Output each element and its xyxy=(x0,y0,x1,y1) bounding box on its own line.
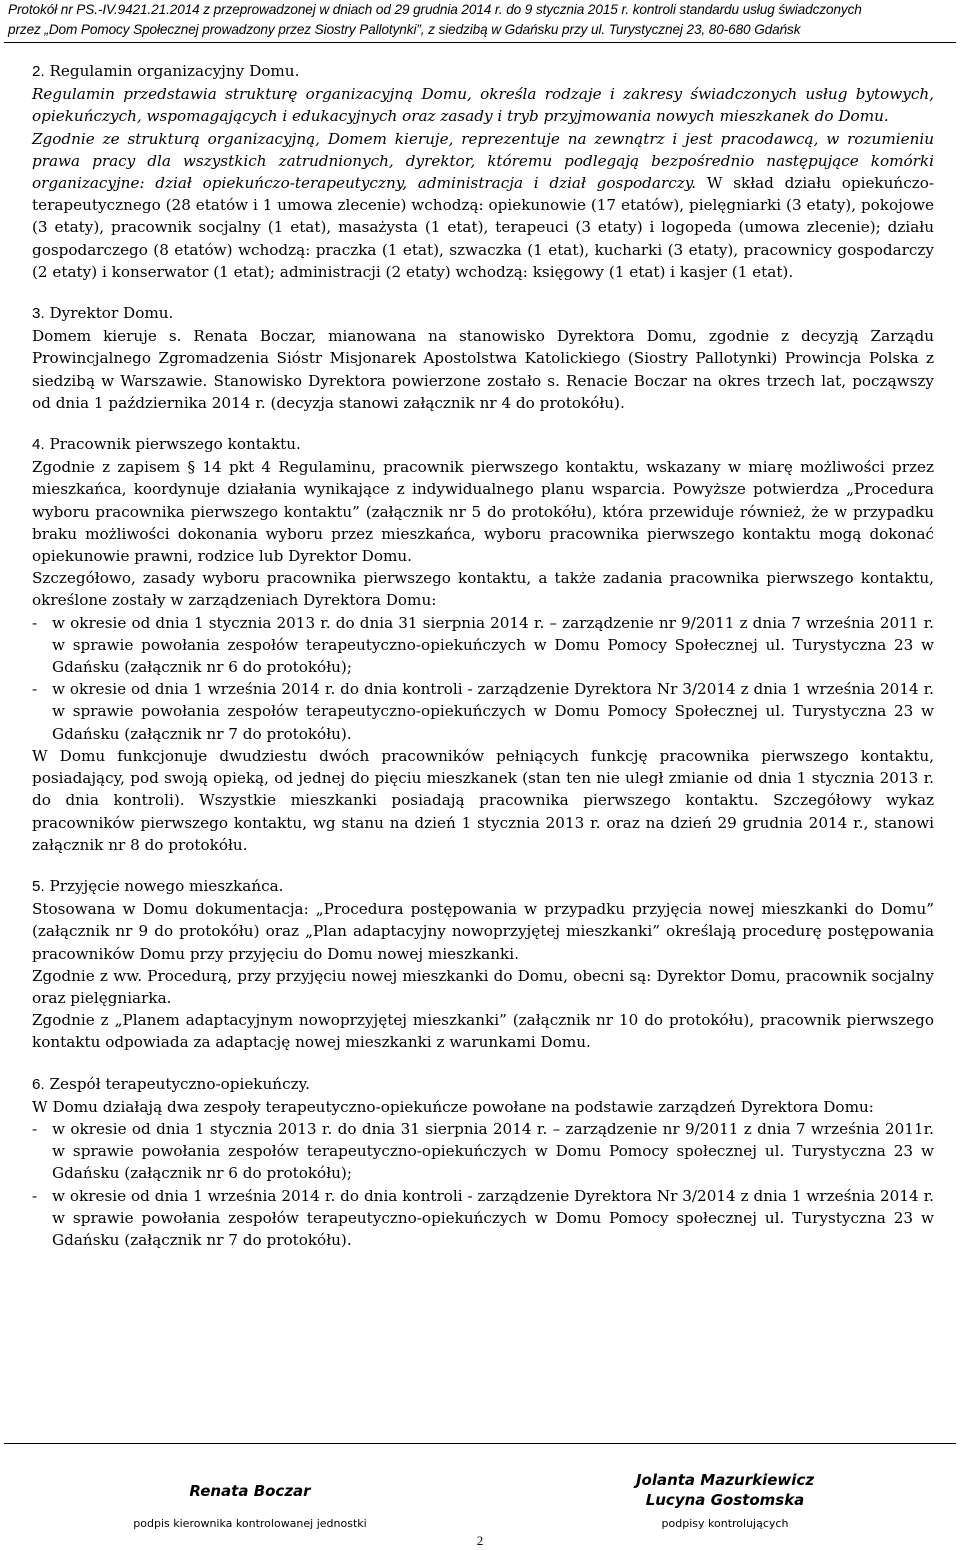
section-6-heading xyxy=(32,1073,934,1096)
section-number: 5. xyxy=(32,877,45,895)
paragraph: Zgodnie z zapisem § 14 pkt 4 Regulaminu, pracownik pierwszego kontaktu, wskazany w miarę możliwości przez mieszkańca, koordynuje działania wynikające z indywidualnego planu wsparcia. Powyższe potwierdza „Procedura wyboru pracownika pierwszego kontaktu” (załącznik nr 5 do protokółu), która przewiduje również, że w przypadku braku możliwości dokonania wyboru przez mieszkańca, wyboru pracownika pierwszego kontaktu mogą dokonać opiekunowie prawni, rodzice lub Dyrektor Domu. xyxy=(32,458,934,566)
paragraph: Zgodnie ze strukturą organizacyjną, Domem kieruje, reprezentuje na zewnątrz i jest pracodawcą, w rozumieniu prawa pracy dla wszystkich zatrudnionych, dyrektor, któremu podlegają bezpośrednio następujące komórki organizacyjne: dział opiekuńczo-terapeutyczny, administracja i dział gospodarczy. W skład działu opiekuńczo-terapeutycznego (28 etatów i 1 umowa zlecenie) wchodzą: opiekunowie (17 etatów), pielęgniarki (3 etaty), pokojowe (3 etaty), pracownik socjalny (1 etat), masażysta (1 etat), terapeuci (3 etaty) i logopeda (umowa zlecenie); działu gospodarczego (8 etatów) wchodzą: praczka (1 etat), szwaczka (1 etat), kucharki (3 etaty), pracownicy gospodarczy (2 etaty) i konserwator (1 etat); administracji (2 etaty) wchodzą: księgowy (1 etat) i kasjer (1 etat). xyxy=(32,129,934,281)
list-item: - w okresie od dnia 1 września 2014 r. do dnia kontroli - zarządzenie Dyrektora Nr 3/2014 z dnia 1 września 2014 r. w sprawie powołania zespołów terapeutyczno-opiekuńczych w Domu Pomocy społecznej ul. Turystyczna 23 w Gdańsku (załącznik nr 7 do protokółu). xyxy=(32,1186,934,1249)
signature-right-caption: podpisy kontrolujących xyxy=(661,1517,789,1530)
paragraph: Zgodnie z „Planem adaptacyjnym nowoprzyjętej mieszkanki” (załącznik nr 10 do protokółu), pracownik pierwszego kontaktu odpowiada za adaptację nowej mieszkanki z warunkami Domu. xyxy=(32,1011,934,1052)
paragraph: Regulamin przedstawia strukturę organizacyjną Domu, określa rodzaje i zakresy świadczonych usług bytowych, opiekuńczych, wspomagających i edukacyjnych oraz zasady i tryb przyjmowania nowych mieszkanek do Domu. xyxy=(32,85,934,126)
section-4-heading xyxy=(32,433,934,456)
section-number: 6. xyxy=(32,1075,45,1093)
list-item: - w okresie od dnia 1 stycznia 2013 r. do dnia 31 sierpnia 2014 r. – zarządzenie nr 9/2011 z dnia 7 września 2011 r. w sprawie powołania zespołów terapeutyczno-opiekuńczych w Domu Pomocy Społecznej ul. Turystyczna 23 w Gdańsku (załącznik nr 6 do protokółu); xyxy=(32,613,934,677)
section-5-heading xyxy=(32,875,934,898)
list-item: - w okresie od dnia 1 stycznia 2013 r. do dnia 31 sierpnia 2014 r. – zarządzenie nr 9/2011 z dnia 7 września 2011r. w sprawie powołania zespołów terapeutyczno-opiekuńczych w Domu Pomocy społecznej ul. Turystyczna 23 w Gdańsku (załącznik nr 6 do protokółu); xyxy=(32,1119,934,1183)
section-2-heading xyxy=(32,60,934,83)
paragraph: Domem kieruje s. Renata Boczar, mianowana na stanowisko Dyrektora Domu, zgodnie z decyzją Zarządu Prowincjalnego Zgromadzenia Sióstr Misjonarek Apostolstwa Katolickiego (Siostry Pallotynki) Prowincja Polska z siedzibą w Warszawie. Stanowisko Dyrektora powierzone zostało s. Renacie Boczar na okres trzech lat, począwszy od dnia 1 października 2014 r. (decyzja stanowi załącznik nr 4 do protokółu). xyxy=(32,327,934,412)
paragraph: Stosowana w Domu dokumentacja: „Procedura postępowania w przypadku przyjęcia nowej mieszkanki do Domu” (załącznik nr 9 do protokółu) oraz „Plan adaptacyjny nowoprzyjętej mieszkanki” określają procedurę postępowania pracowników Domu przy przyjęciu do Domu nowej mieszkanki. xyxy=(32,900,934,963)
section-number: 3. xyxy=(32,305,45,323)
paragraph: Szczegółowo, zasady wyboru pracownika pierwszego kontaktu, a także zadania pracownika pierwszego kontaktu, określone zostały w zarządzeniach Dyrektora Domu: xyxy=(32,569,934,610)
signature-left: Renata Boczar xyxy=(189,1482,311,1500)
section-title: Dyrektor Domu. xyxy=(49,304,174,323)
paragraph: W Domu funkcjonuje dwudziestu dwóch pracowników pełniących funkcję pracownika pierwszego kontaktu, posiadający, pod swoją opieką, od jednej do pięciu mieszkanek (stan ten nie uległ zmianie od dnia 1 stycznia 2013 r. do dnia kontroli). Wszystkie mieszkanki posiadają pracownika pierwszego kontaktu. Szczegółowy wykaz pracowników pierwszego kontaktu, wg stanu na dzień 1 stycznia 2013 r. oraz na dzień 29 grudnia 2014 r., stanowi załącznik nr 8 do protokółu. xyxy=(32,746,934,854)
section-title: Przyjęcie nowego mieszkańca. xyxy=(49,876,284,895)
header-line-1: Protokół nr PS.-IV.9421.21.2014 z przeprowadzonej w dniach od 29 grudnia 2014 r. do 9 stycznia 2015 r. kontroli standardu usług świadczonych xyxy=(8,2,862,17)
section-number: 4. xyxy=(32,436,45,454)
page-number: 2 xyxy=(476,1533,484,1548)
section-title: Regulamin organizacyjny Domu. xyxy=(49,62,300,80)
document-body xyxy=(32,60,934,1251)
header-divider xyxy=(4,42,956,43)
signature-right: Jolanta Mazurkiewicz Lucyna Gostomska xyxy=(635,1471,815,1509)
section-title: Zespół terapeutyczno-opiekuńczy. xyxy=(49,1074,310,1093)
page-header xyxy=(8,0,952,40)
paragraph: W Domu działają dwa zespoły terapeutyczno-opiekuńcze powołane na podstawie zarządzeń Dyrektora Domu: xyxy=(32,1097,874,1116)
section-title: Pracownik pierwszego kontaktu. xyxy=(49,435,301,454)
section-number: 2. xyxy=(32,63,45,80)
paragraph: Zgodnie z ww. Procedurą, przy przyjęciu nowej mieszkanki do Domu, obecni są: Dyrektor Domu, pracownik socjalny oraz pielęgniarka. xyxy=(32,966,934,1007)
signature-left-caption: podpis kierownika kontrolowanej jednostki xyxy=(133,1517,367,1530)
section-3-heading xyxy=(32,302,934,325)
footer-divider xyxy=(4,1443,956,1444)
list-item: - w okresie od dnia 1 września 2014 r. do dnia kontroli - zarządzenie Dyrektora Nr 3/2014 z dnia 1 września 2014 r. w sprawie powołania zespołów terapeutyczno-opiekuńczych w Domu Pomocy Społecznej ul. Turystyczna 23 w Gdańsku (załącznik nr 7 do protokółu). xyxy=(32,680,934,743)
header-line-2: przez „Dom Pomocy Społecznej prowadzony przez Siostry Pallotynki”, z siedzibą w Gdańsku przy ul. Turystycznej 23, 80-680 Gdańsk xyxy=(8,22,801,37)
